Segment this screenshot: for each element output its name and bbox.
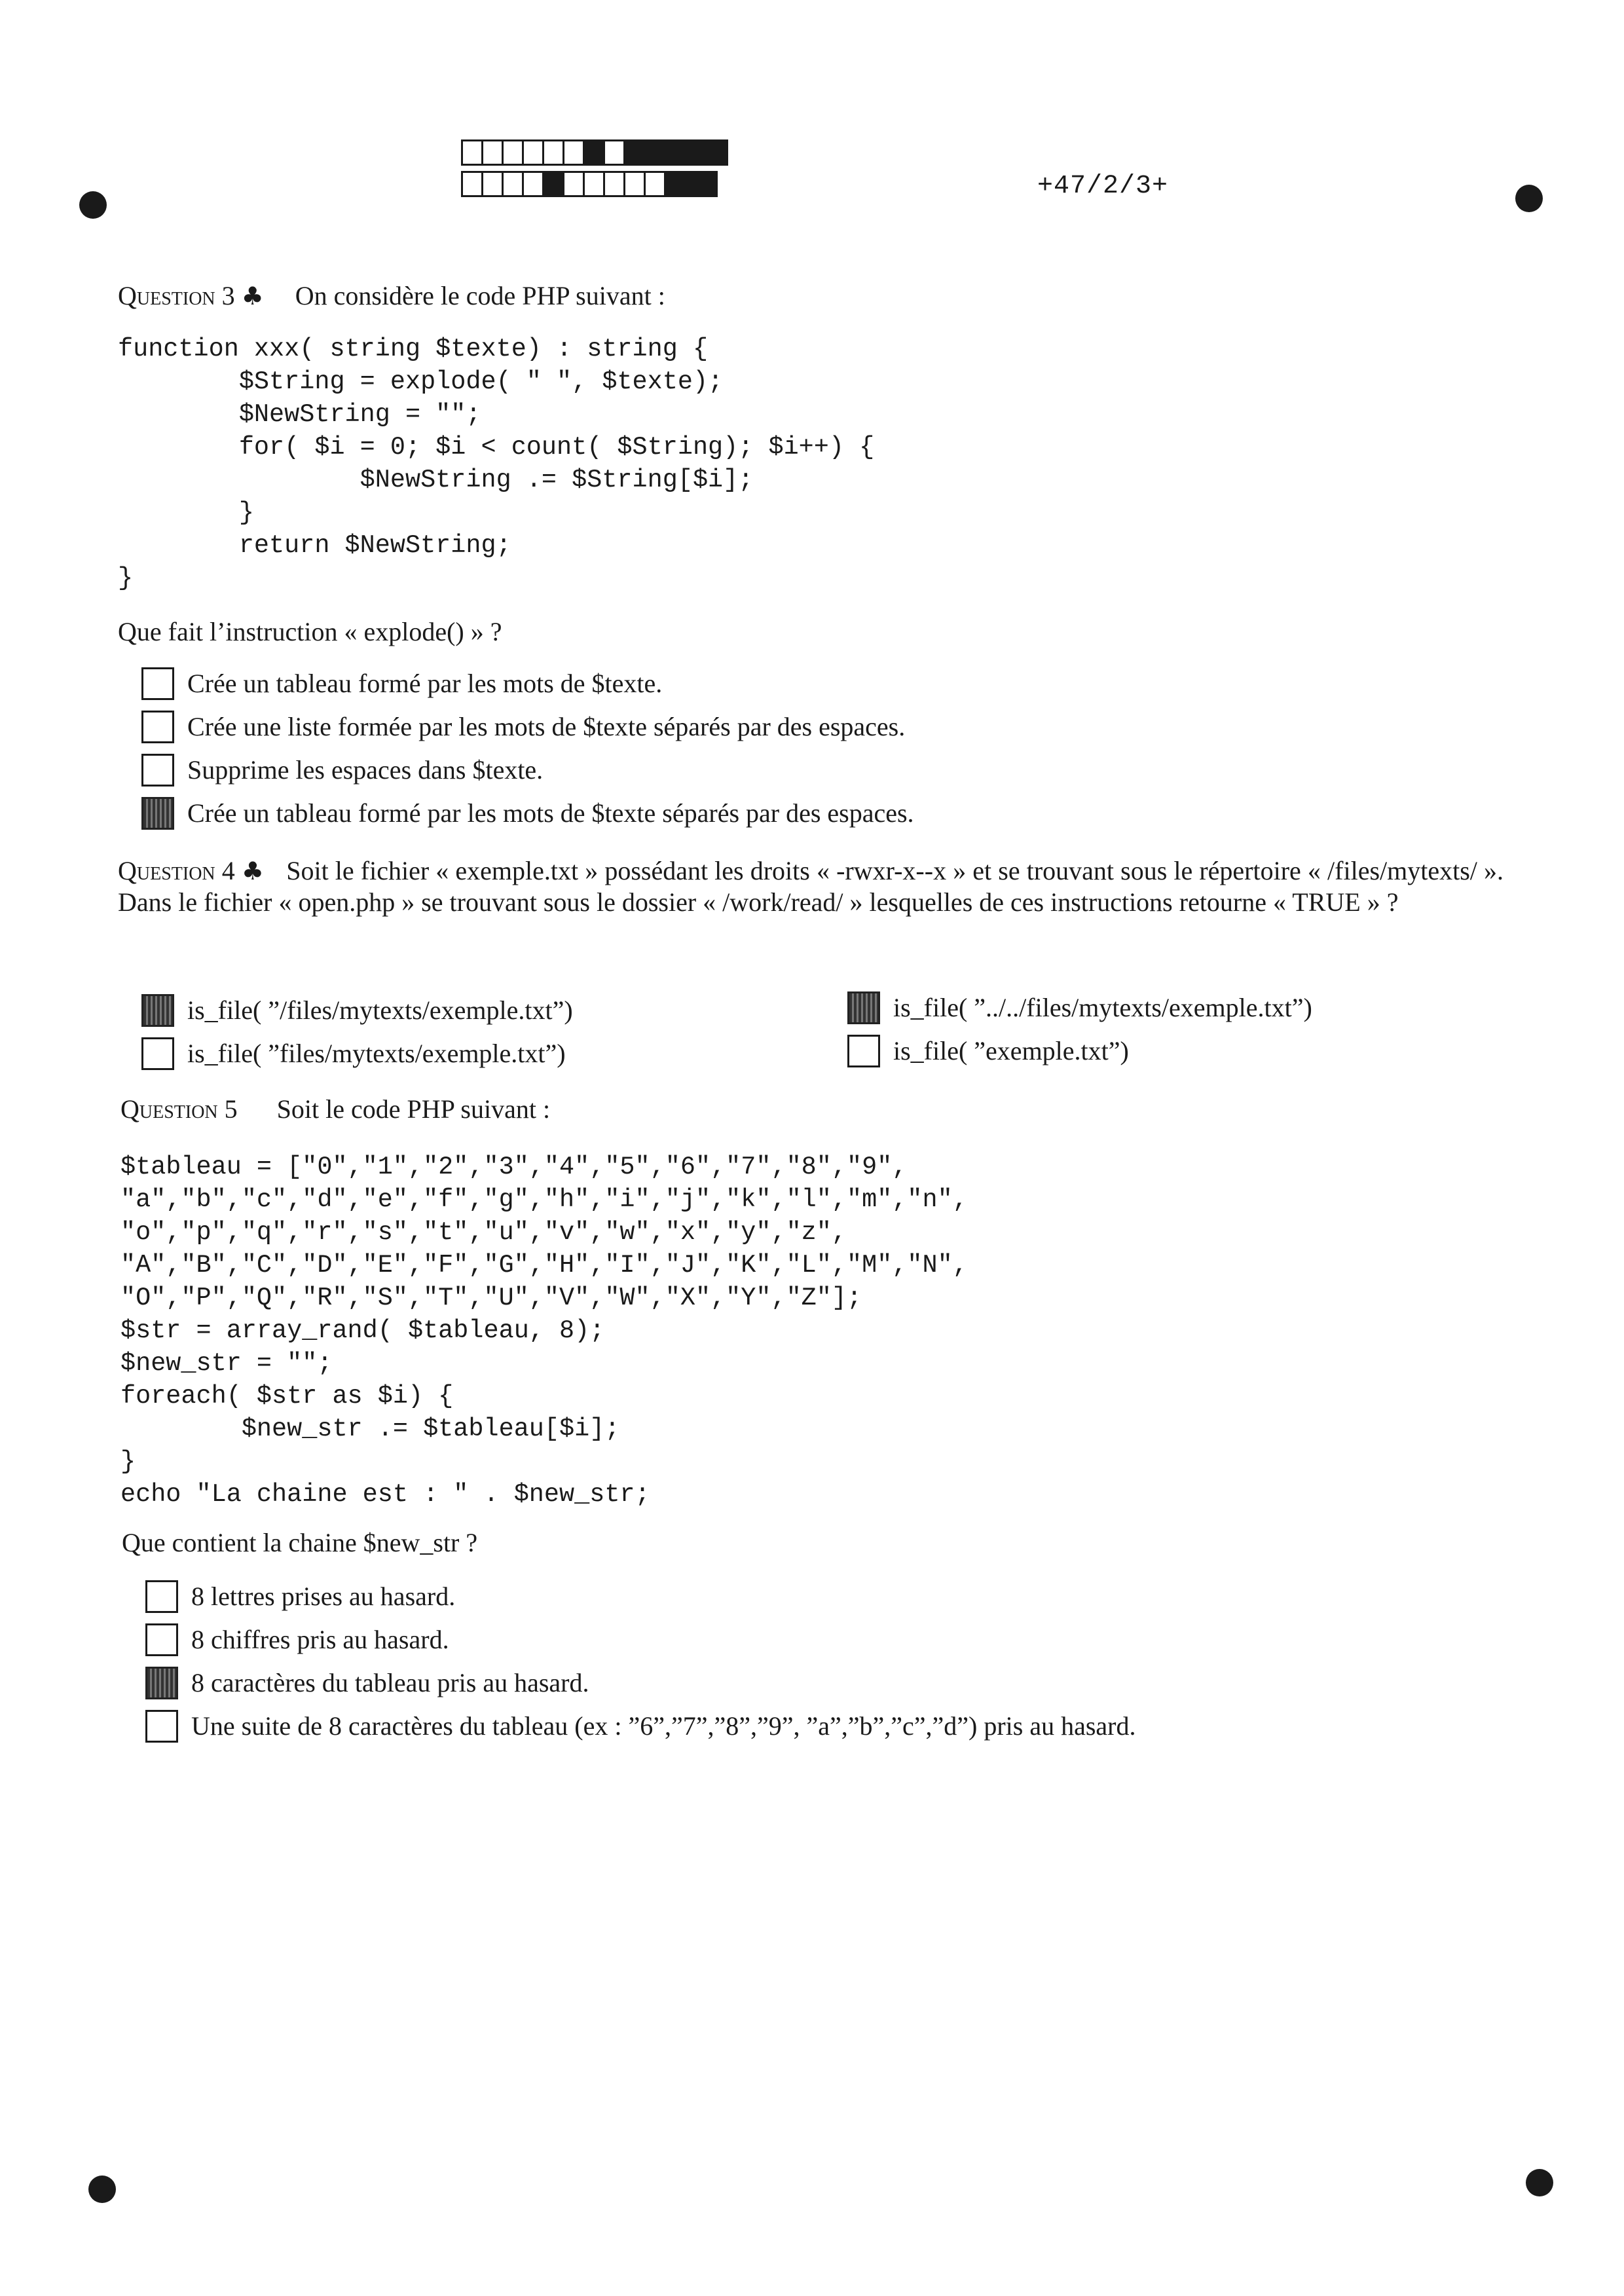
question-5-answer-3[interactable] <box>145 1667 589 1699</box>
barcode-cell <box>461 139 483 166</box>
barcode-cell <box>563 171 585 197</box>
answer-text: is_file( ”/files/mytexts/exemple.txt”) <box>187 995 573 1025</box>
question-5-label: Question 5 <box>120 1094 238 1124</box>
question-3-code: function xxx( string $texte) : string { $String = explode( " ", $texte); $NewString = ""; for( $i = 0; $i < count( $String); $i++) { $NewString .= $String[$i]; } return $NewString; } <box>118 335 875 593</box>
barcode-cell <box>502 139 524 166</box>
answer-text: 8 caractères du tableau pris au hasard. <box>191 1668 589 1697</box>
club-icon: ♣ <box>241 282 264 310</box>
answer-checkbox[interactable] <box>145 1710 178 1743</box>
barcode-cell <box>481 139 504 166</box>
answer-text: is_file( ”files/mytexts/exemple.txt”) <box>187 1039 566 1068</box>
barcode-row-2 <box>461 171 773 197</box>
corner-mark-bottom-right <box>1526 2169 1553 2196</box>
barcode-cell <box>461 171 483 197</box>
question-3-prompt: Que fait l’instruction « explode() » ? <box>118 617 502 646</box>
question-5-intro: Soit le code PHP suivant : <box>276 1094 551 1124</box>
question-3-answer-4[interactable] <box>141 797 914 830</box>
question-4-answer-1[interactable] <box>141 994 573 1027</box>
question-5-code: $tableau = ["0","1","2","3","4","5","6","7","8","9", "a","b","c","d","e","f","g","h","i","j","k","l","m","n", "o","p","q","r","s","t","u","v","w","x","y","z", "A","B","C","D","E","F","G","H","I","J","K","L","M","N", "O","P","Q","R","S","T","U","V","W","X","Y","Z"]; $str = array_rand( $tableau, 8); $new_str = ""; foreach( $str as $i) { $new_str .= $tableau[$i]; } echo "La chaine est : " . $new_str; <box>120 1153 968 1509</box>
answer-text: Supprime les espaces dans $texte. <box>187 755 544 785</box>
answer-text: Crée un tableau formé par les mots de $texte. <box>187 669 663 698</box>
barcode-cell <box>644 171 666 197</box>
answer-text: Une suite de 8 caractères du tableau (ex : ”6”,”7”,”8”,”9”, ”a”,”b”,”c”,”d”) pris au hasard. <box>191 1711 1136 1741</box>
barcode-cell-filled <box>583 139 605 166</box>
barcode-cell <box>502 171 524 197</box>
barcode-cell <box>623 171 646 197</box>
answer-checkbox-checked[interactable] <box>141 797 174 830</box>
barcode-cell <box>522 171 544 197</box>
question-4-answer-3[interactable] <box>847 991 1312 1024</box>
question-4-text: Soit le fichier « exemple.txt » possédant les droits « -rwxr-x--x » et se trouvant sous le répertoire « /files/mytexts/ ». Dans le fichier « open.php » se trouvant sous le dossier « /work/read/ » lesquelles de ces instructions retourne « TRUE » ? <box>118 856 1504 917</box>
question-5-answer-2[interactable] <box>145 1623 449 1656</box>
barcode-cell <box>542 139 564 166</box>
question-3-header <box>118 280 665 312</box>
answer-checkbox-checked[interactable] <box>141 994 174 1027</box>
barcode-cell <box>603 171 625 197</box>
question-5-header <box>120 1094 550 1125</box>
barcode-cell <box>563 139 585 166</box>
answer-checkbox[interactable] <box>141 667 174 700</box>
answer-text: Crée une liste formée par les mots de $texte séparés par des espaces. <box>187 712 906 741</box>
question-4-answer-4[interactable] <box>847 1035 1129 1067</box>
question-5-prompt: Que contient la chaine $new_str ? <box>122 1528 478 1557</box>
barcode-cell <box>522 139 544 166</box>
barcode-cell-filled <box>664 171 718 197</box>
corner-mark-top-right <box>1515 185 1543 212</box>
answer-text: Crée un tableau formé par les mots de $texte séparés par des espaces. <box>187 798 914 828</box>
corner-mark-top-left <box>79 191 107 219</box>
question-3-answer-2[interactable] <box>141 711 905 743</box>
answer-checkbox-checked[interactable] <box>145 1667 178 1699</box>
answer-text: 8 lettres prises au hasard. <box>191 1582 456 1611</box>
answer-checkbox[interactable] <box>141 1037 174 1070</box>
answer-text: 8 chiffres pris au hasard. <box>191 1625 449 1654</box>
club-icon: ♣ <box>241 857 265 885</box>
answer-text: is_file( ”../../files/mytexts/exemple.txt”) <box>893 993 1312 1022</box>
question-3-answer-3[interactable] <box>141 754 543 787</box>
barcode-cell-filled <box>623 139 728 166</box>
barcode-cell-filled <box>542 171 564 197</box>
page-id: +47/2/3+ <box>1037 172 1169 201</box>
answer-checkbox[interactable] <box>141 711 174 743</box>
question-3-answer-1[interactable] <box>141 667 662 700</box>
page-barcode <box>461 139 773 200</box>
corner-mark-bottom-left <box>88 2176 116 2203</box>
question-3-label: Question 3 <box>118 281 235 310</box>
question-4-label: Question 4 <box>118 856 235 885</box>
answer-text: is_file( ”exemple.txt”) <box>893 1036 1129 1065</box>
question-4-statement <box>118 855 1504 918</box>
answer-checkbox[interactable] <box>141 754 174 787</box>
answer-checkbox-checked[interactable] <box>847 991 880 1024</box>
question-3-intro: On considère le code PHP suivant : <box>295 281 665 310</box>
barcode-cell <box>583 171 605 197</box>
question-5-answer-4[interactable] <box>145 1710 1136 1743</box>
answer-checkbox[interactable] <box>145 1623 178 1656</box>
barcode-row-1 <box>461 139 773 166</box>
question-4-answer-2[interactable] <box>141 1037 566 1070</box>
question-5-answer-1[interactable] <box>145 1580 455 1613</box>
answer-checkbox[interactable] <box>145 1580 178 1613</box>
answer-checkbox[interactable] <box>847 1035 880 1067</box>
barcode-cell <box>603 139 625 166</box>
barcode-cell <box>481 171 504 197</box>
